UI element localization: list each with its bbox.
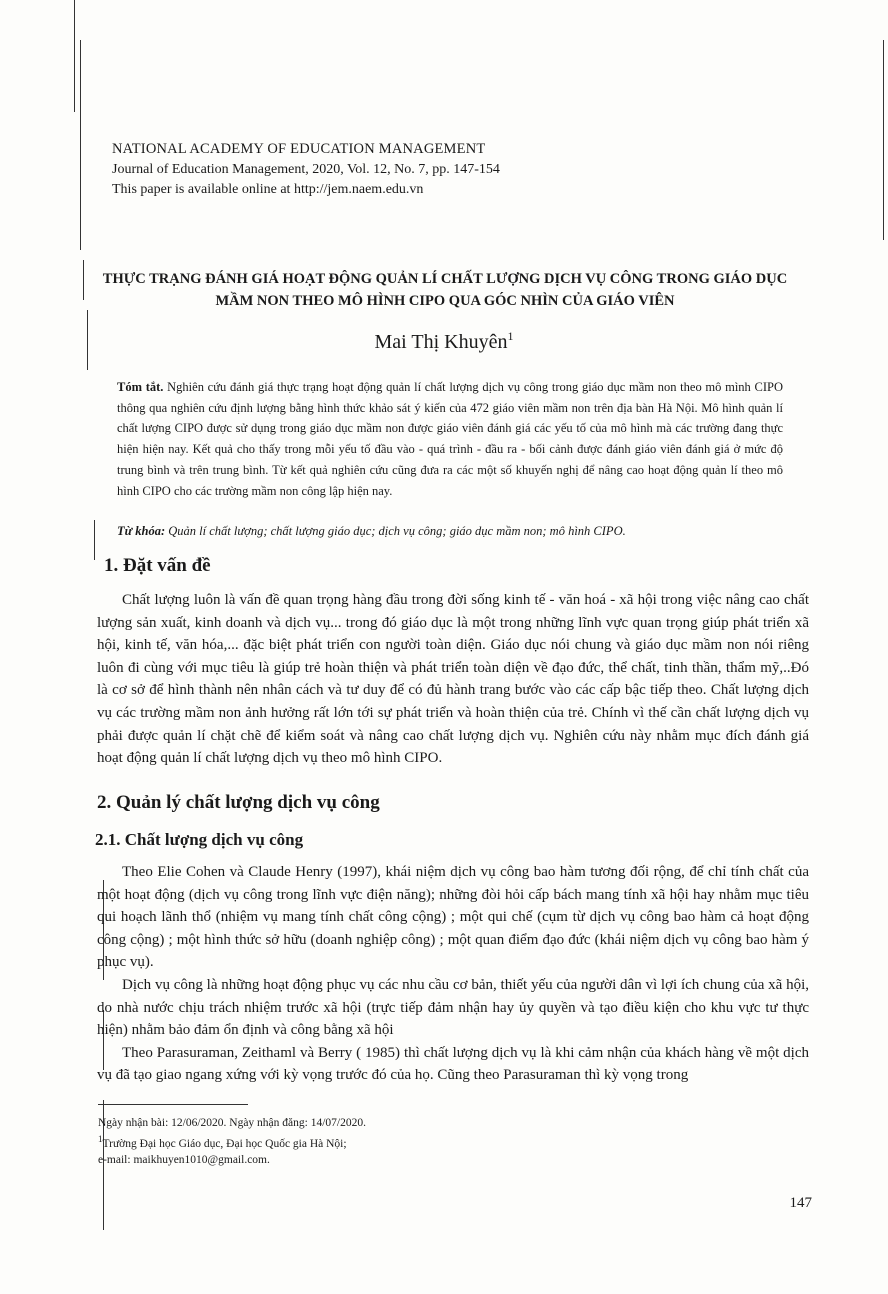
keywords-text: Quản lí chất lượng; chất lượng giáo dục; dịch vụ công; giáo dục mầm non; mô hình CIPO. [168,524,626,538]
journal-citation: Journal of Education Management, 2020, Vol. 12, No. 7, pp. 147-154 [112,162,500,177]
section-2-paragraph-1: Theo Elie Cohen và Claude Henry (1997), khái niệm dịch vụ công bao hàm tương đối rộng, để chỉ tính chất của một hoạt động (dịch vụ công trong lĩnh vực điện năng); những đòi hỏi cấp bách mang tính xã hội hay nhằm mục tiêu qui hoạch lãnh thổ (nhiệm vụ mang tính chất công cộng) ; một qui chế (cụm từ dịch vụ công bao hàm cả hoạt động công cộng) ; một hình thức sở hữu (doanh nghiệp công) ; một quan điểm đạo đức (khái niệm dịch vụ công bao hàm ý phục vụ). [97,864,809,971]
footnote-affiliation [98,1131,366,1152]
footnote-affiliation-text: Trường Đại học Giáo dục, Đại học Quốc gia Hà Nội; [102,1137,347,1150]
scan-line [80,40,81,250]
author-affiliation-mark: 1 [507,329,514,343]
section-2-body [97,861,809,1087]
author [0,329,888,354]
section-1-heading: 1. Đặt vấn đề [104,555,211,576]
author-name: Mai Thị Khuyên [374,331,508,353]
footnote-affiliation-mark: 1 [98,1134,103,1144]
footnote-rule [98,1104,248,1105]
footnote-email: e-mail: maikhuyen1010@gmail.com. [98,1153,270,1166]
abstract [117,377,783,501]
paper-title-line-2: MẦM NON THEO MÔ HÌNH CIPO QUA GÓC NHÌN CỦA GIÁO VIÊN [215,293,675,309]
section-2-paragraph-2: Dịch vụ công là những hoạt động phục vụ các nhu cầu cơ bản, thiết yếu của người dân vì lợi ích chung của xã hội, do nhà nước chịu trách nhiệm trước xã hội (trực tiếp đảm nhận hay ủy quyền và tạo điều kiện cho khu vực tư thực hiện) nhằm bảo đảm ổn định và công bằng xã hội [97,976,809,1039]
paper-title-line-1: THỰC TRẠNG ĐÁNH GIÁ HOẠT ĐỘNG QUẢN LÍ CHẤT LƯỢNG DỊCH VỤ CÔNG TRONG GIÁO DỤC [102,271,788,287]
keywords-label: Từ khóa: [117,524,166,538]
keywords [117,524,797,539]
section-2-heading: 2. Quản lý chất lượng dịch vụ công [97,792,380,813]
page-number: 147 [789,1195,812,1211]
scan-line [94,520,95,560]
section-1-body [97,589,809,770]
institution-name: NATIONAL ACADEMY OF EDUCATION MANAGEMENT [112,141,486,157]
footnote-dates: Ngày nhận bài: 12/06/2020. Ngày nhận đăng: 14/07/2020. [98,1117,366,1129]
footnotes [98,1115,366,1168]
section-2-paragraph-3: Theo Parasuraman, Zeithaml và Berry ( 1985) thì chất lượng dịch vụ là khi cảm nhận của khách hàng về một dịch vụ đã tạo giao ngang xứng với kỳ vọng trước đó của họ. Cũng theo Parasuraman thì kỳ vọng trong [97,1044,809,1084]
availability-note: This paper is available online at http://jem.naem.edu.vn [112,182,424,197]
abstract-text: Nghiên cứu đánh giá thực trạng hoạt động quản lí chất lượng dịch vụ công trong giáo dục mầm non theo mô mình CIPO thông qua nghiên cứu định lượng bằng hình thức khảo sát ý kiến của 472 giáo viên mầm non trên địa bàn Hà Nội. Mô hình quản lí chất lượng CIPO được sử dụng trong giáo dục mầm non được giáo viên đánh giá các yếu tố của mô hình mà các trường đang thực hiện hiện nay. Kết quả cho thấy trong mỗi yếu tố đầu vào - quá trình - đầu ra - bối cảnh được đánh giáo viên đánh giá ở mức độ trung bình và trên trung bình. Từ kết quả nghiên cứu cũng đưa ra các một số khuyến nghị để nâng cao hoạt động quản lí theo mô hình CIPO cho các trường mầm non công lập hiện nay. [117,380,783,498]
section-1-paragraph: Chất lượng luôn là vấn đề quan trọng hàng đầu trong đời sống kinh tế - văn hoá - xã hội trong việc nâng cao chất lượng sản xuất, kinh doanh và dịch vụ... trong đó giáo dục là một trong những lĩnh vực quan trọng giúp phát triển xã hội, kinh tế, văn hóa,... đặc biệt phát triển con người toàn diện. Giáo dục nói chung và giáo dục mầm non nói riêng luôn đi cùng với mục tiêu là giúp trẻ hoàn thiện và phát triển toàn diện về đạo đức, thể chất, tinh thần, thẩm mỹ,..Đó là cơ sở để hình thành nên nhân cách và tư duy để có đủ hành trang bước vào các cấp bậc tiếp theo. Chất lượng dịch vụ các trường mầm non ảnh hưởng rất lớn tới sự phát triển và hoàn thiện của trẻ. Chính vì thế cần chất lượng dịch vụ phải được quản lí chặt chẽ để kiểm soát và nâng cao chất lượng dịch vụ. Nghiên cứu này nhằm mục đích đánh giá hoạt động quản lí chất lượng dịch vụ theo mô hình CIPO. [97,592,809,767]
scan-line [74,0,75,112]
abstract-label: Tóm tắt. [117,380,164,394]
subsection-2-1-heading: 2.1. Chất lượng dịch vụ công [95,830,304,849]
scan-line [883,40,884,240]
